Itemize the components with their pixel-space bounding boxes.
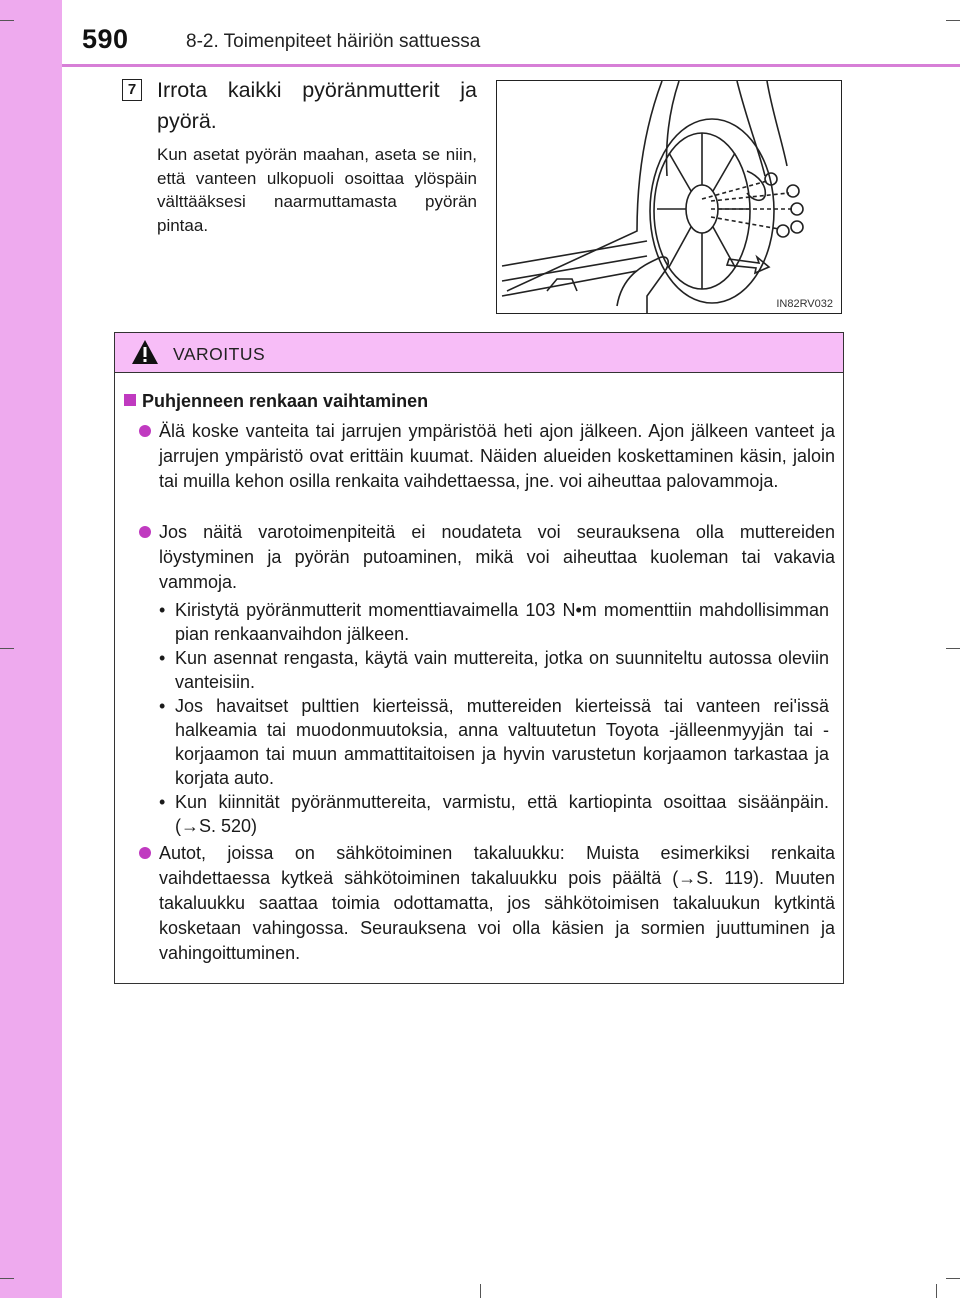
warning-bullet: Älä koske vanteita tai jarrujen ympäristöä heti ajon jälkeen. Ajon jälkeen vanteet ja jarrujen ympäristö ovat erittäin kuumat. Näiden alueiden koskettaminen käsin, jaloin tai muilla kehon osilla renkaita vaihdettaessa, jne. voi aiheuttaa palovammoja.	[159, 421, 835, 491]
sub-list-item: • Kun asennat rengasta, käytä vain muttereita, jotka on suunniteltu autossa oleviin vanteisiin.	[159, 646, 829, 694]
header-rule	[62, 64, 960, 67]
page-number: 590	[82, 24, 129, 54]
sub-list-item: • Kun kiinnität pyöränmuttereita, varmistu, että kartiopinta osoittaa sisäänpäin. (→S. 520)	[159, 790, 829, 838]
crop-mark	[480, 1284, 481, 1298]
bullet-dot-icon	[139, 847, 151, 859]
crop-mark	[946, 1278, 960, 1279]
warning-bullet: Autot, joissa on sähkötoiminen takaluukku: Muista esimerkiksi renkaita vaihdettaessa kytkeä sähkötoiminen takaluukku pois päältä (→S. 119). Muuten takaluukku saattaa toimia odottamatta, jos sähkötoimisen takaluukun kytkintä kosketaan vahingossa. Seurauksena voi olla käsien ja sormien juuttuminen ja vahingoittuminen.	[159, 843, 835, 963]
crop-mark	[0, 1278, 14, 1279]
wheel-removal-illustration	[496, 80, 842, 314]
sub-list-item: • Jos havaitset pulttien kierteissä, muttereiden kierteissä tai vanteen rei'issä halkeamia tai muodonmuutoksia, anna valtuutetun Toyota -jälleenmyyjän tai -korjaamon tai muun ammattitaitoisen ja hyvin varustetun korjaamon tarkastaa ja korjata auto.	[159, 694, 829, 790]
section-title: 8-2. Toimenpiteet häiriön sattuessa	[186, 31, 481, 52]
left-color-band	[0, 0, 62, 1298]
warning-bullet: Jos näitä varotoimenpiteitä ei noudateta voi seurauksena olla muttereiden löystyminen ja pyörän putoaminen, mikä voi aiheuttaa kuoleman tai vakavia vammoja.	[159, 522, 835, 592]
warning-header	[115, 333, 843, 373]
step-note: Kun asetat pyörän maahan, aseta se niin, että vanteen ulkopuoli osoittaa ylöspäin välttääksesi naarmuttamasta pyörän pintaa.	[157, 145, 477, 235]
crop-mark	[0, 20, 14, 21]
step-title: Irrota kaikki pyöränmutterit ja pyörä.	[157, 78, 477, 133]
bullet-dot-icon	[139, 425, 151, 437]
warning-sub-heading	[124, 391, 428, 412]
crop-mark	[946, 20, 960, 21]
warning-box	[114, 332, 844, 984]
figure-code: IN82RV032	[776, 298, 833, 310]
crop-mark	[936, 1284, 937, 1298]
sub-list-item: • Kiristytä pyöränmutterit momenttiavaimella 103 N•m momenttiin mahdollisimman pian renkaanvaihdon jälkeen.	[159, 598, 829, 646]
warning-triangle-icon	[131, 339, 159, 365]
crop-mark	[946, 648, 960, 649]
warning-label: VAROITUS	[173, 344, 266, 364]
wheel-drawing	[497, 81, 842, 314]
square-bullet-icon	[124, 394, 136, 406]
step-number-badge: 7	[122, 79, 142, 101]
warning-heading-text: Puhjenneen renkaan vaihtaminen	[142, 391, 429, 411]
warning-sub-list	[159, 598, 829, 838]
bullet-dot-icon	[139, 526, 151, 538]
crop-mark	[0, 648, 14, 649]
